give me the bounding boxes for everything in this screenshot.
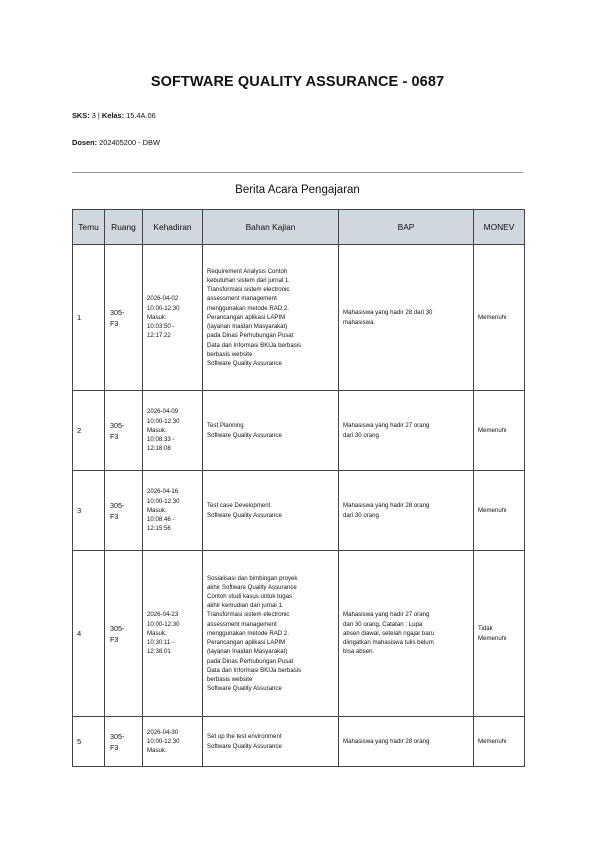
cell-monev: [474, 717, 525, 767]
cell-bap-line: dari 30 orang: [343, 431, 379, 439]
cell-bahan-kajian-line: (layanan Inaidan Masyarakat): [207, 323, 288, 331]
cell-ruang-line: 305-: [110, 623, 125, 633]
cell-bahan-kajian-line: menggunakan metode RAD 2.: [207, 629, 289, 637]
cell-monev-line: Memenuhi: [478, 506, 507, 514]
cell-bahan-kajian-line: pada Dinas Perhubungan Pusat: [207, 657, 294, 665]
cell-kehadiran-line: 2026-04-16: [147, 488, 179, 496]
cell-bahan-kajian: [203, 471, 339, 551]
cell-bap: [339, 391, 474, 471]
cell-ruang-line: 305-: [110, 500, 125, 510]
cell-kehadiran: [143, 551, 203, 717]
header-bap: BAP: [339, 210, 474, 245]
cell-kehadiran-line: 2026-04-30: [147, 728, 179, 736]
cell-kehadiran-line: 2026-04-23: [147, 611, 179, 619]
cell-ruang: [105, 245, 143, 391]
cell-bahan-kajian-line: menggunakan metode RAD 2.: [207, 304, 289, 312]
cell-bahan-kajian-line: pada Dinas Perhubungan Pusat: [207, 332, 294, 340]
cell-bap: [339, 245, 474, 391]
kelas-label: Kelas:: [101, 111, 125, 120]
cell-bap: [339, 717, 474, 767]
cell-bap-line: Mahasiswa yang hadir 27 orang: [343, 422, 430, 430]
cell-temu: 3: [73, 471, 105, 551]
cell-kehadiran-line: 12:18:08: [147, 445, 171, 453]
cell-bahan-kajian-line: berbasis website: [207, 350, 253, 358]
cell-bap: [339, 471, 474, 551]
cell-bap-line: bisa absen.: [343, 648, 375, 656]
cell-bahan-kajian-line: Transformasi sistem electronic: [207, 286, 290, 294]
cell-kehadiran: [143, 391, 203, 471]
cell-bahan-kajian-line: Test case Development: [207, 502, 271, 510]
cell-ruang: [105, 471, 143, 551]
cell-kehadiran-line: Masuk:: [147, 313, 167, 321]
cell-kehadiran-line: Masuk:: [147, 506, 167, 514]
document-title: SOFTWARE QUALITY ASSURANCE - 0687: [150, 74, 445, 90]
sks-label: SKS:: [72, 111, 90, 120]
cell-bahan-kajian-line: Software Quality Assurance: [207, 431, 282, 439]
cell-kehadiran: [143, 717, 203, 767]
table-row: [73, 391, 525, 471]
cell-temu: 4: [73, 551, 105, 717]
cell-monev-line: Memenuhi: [478, 634, 507, 642]
header-bahan-kajian: Bahan Kajian: [203, 210, 339, 245]
cell-kehadiran-line: 10:00-12:30: [147, 620, 180, 628]
cell-kehadiran-line: Masuk:: [147, 629, 167, 637]
cell-bap-line: mahasiswa.: [343, 318, 376, 326]
cell-kehadiran-line: 10:00-12:30: [147, 497, 180, 505]
cell-bahan-kajian-line: Perancangan aplikasi LAPIM: [207, 639, 286, 647]
cell-bahan-kajian-line: Requirement Analysis Contoh: [207, 267, 288, 275]
cell-bahan-kajian-line: Software Quality Assurance: [207, 742, 282, 750]
cell-ruang-line: 305-: [110, 731, 125, 741]
cell-kehadiran-line: 12:17:22: [147, 332, 171, 340]
dosen-value: 202405200 - DBW: [97, 138, 160, 147]
cell-monev: [474, 551, 525, 717]
cell-ruang-line: 305-: [110, 420, 125, 430]
cell-bap-line: Mahasiswa yang hadir 28 dari 30: [343, 309, 433, 317]
cell-kehadiran-line: 2026-04-02: [147, 295, 179, 303]
cell-ruang-line: 305-: [110, 307, 125, 317]
cell-kehadiran-line: 10:08:33 -: [147, 436, 175, 444]
cell-kehadiran-line: 10:03:50 -: [147, 323, 175, 331]
cell-ruang: [105, 551, 143, 717]
cell-bahan-kajian-line: akhir Software Quality Assurance: [207, 583, 297, 591]
cell-bahan-kajian-line: Contoh studi kasus untuk tugas: [207, 593, 293, 601]
cell-kehadiran-line: 12:38:01: [147, 648, 171, 656]
cell-kehadiran-line: 10:08:46 -: [147, 516, 175, 524]
cell-bahan-kajian-line: Perancangan aplikasi LAPIM: [207, 313, 286, 321]
table-row: [73, 471, 525, 551]
course-meta-line: [72, 111, 156, 120]
cell-kehadiran: [143, 471, 203, 551]
cell-monev: [474, 391, 525, 471]
lecturer-meta-line: [72, 138, 160, 147]
cell-temu: 2: [73, 391, 105, 471]
cell-kehadiran-line: 10:00-12:30: [147, 417, 180, 425]
cell-ruang-line: F3: [110, 431, 119, 441]
cell-kehadiran-line: Masuk:: [147, 747, 167, 755]
cell-kehadiran-line: 12:15:56: [147, 525, 171, 533]
cell-bahan-kajian: [203, 717, 339, 767]
sks-value: 3 |: [89, 111, 102, 120]
header-kehadiran: Kehadiran: [143, 210, 203, 245]
cell-temu: 5: [73, 717, 105, 767]
cell-bahan-kajian-line: Data dan Informasi BKIJa berbasis: [207, 666, 302, 674]
cell-bahan-kajian-line: Test Planning: [207, 422, 244, 430]
cell-kehadiran-line: 10:30:11 -: [147, 639, 174, 647]
cell-bahan-kajian-line: assessment management: [207, 295, 277, 303]
cell-bahan-kajian-line: assessment management: [207, 620, 277, 628]
cell-ruang: [105, 391, 143, 471]
cell-bap-line: Mahasiswa yang hadir 27 orang: [343, 611, 430, 619]
cell-bahan-kajian-line: Transformasi sistem electronic: [207, 611, 290, 619]
cell-monev: [474, 471, 525, 551]
cell-bahan-kajian: [203, 391, 339, 471]
cell-bahan-kajian-line: (layanan Inaidan Masyarakat): [207, 648, 288, 656]
cell-monev-line: Memenuhi: [478, 426, 507, 434]
cell-ruang-line: F3: [110, 318, 119, 328]
cell-bap-line: diingatkan mahasiswa tulis belum: [343, 639, 434, 647]
cell-ruang-line: F3: [110, 634, 119, 644]
cell-bahan-kajian-line: berbasis website: [207, 675, 253, 683]
header-ruang: Ruang: [105, 210, 143, 245]
cell-monev: [474, 245, 525, 391]
kelas-value: 15.4A.06: [124, 111, 156, 120]
cell-monev-line: Tidak: [478, 625, 493, 633]
cell-bahan-kajian: [203, 551, 339, 717]
cell-kehadiran-line: 10:00-12:30: [147, 737, 180, 745]
header-temu: Temu: [73, 210, 105, 245]
teaching-log-table: [72, 209, 525, 767]
cell-bahan-kajian: [203, 245, 339, 391]
cell-bap: [339, 551, 474, 717]
cell-bap-line: Mahasiswa yang hadir 28 orang: [343, 502, 430, 510]
cell-ruang: [105, 717, 143, 767]
cell-kehadiran-line: Masuk:: [147, 426, 167, 434]
cell-ruang-line: F3: [110, 511, 119, 521]
section-title: Berita Acara Pengajaran: [235, 184, 360, 196]
cell-bap-line: absen diawal, setelah ngajar baru: [343, 629, 435, 637]
cell-kehadiran-line: 10:00-12:30: [147, 304, 180, 312]
cell-monev-line: Memenuhi: [478, 313, 507, 321]
cell-monev-line: Memenuhi: [478, 737, 507, 745]
cell-bahan-kajian-line: Software Quality Assurance: [207, 685, 282, 693]
table-row: [73, 551, 525, 717]
table-header-row: [73, 210, 525, 245]
cell-temu: 1: [73, 245, 105, 391]
cell-bahan-kajian-line: Data dan Informasi BKIJa berbasis: [207, 341, 302, 349]
cell-kehadiran-line: 2026-04-09: [147, 408, 179, 416]
cell-bahan-kajian-line: Sosialisasi dan bimbingan proyek: [207, 574, 298, 582]
cell-bap-line: Mahasiswa yang hadir 28 orang: [343, 737, 430, 745]
cell-bap-line: dari 30 orang: [343, 511, 379, 519]
cell-bahan-kajian-line: akhir kemudian dari jurnal 1.: [207, 602, 284, 610]
divider: [72, 172, 523, 173]
header-monev: MONEV: [474, 210, 525, 245]
table-row: [73, 245, 525, 391]
table-row: [73, 717, 525, 767]
cell-bahan-kajian-line: Set up the test environment: [207, 733, 282, 741]
cell-bahan-kajian-line: Software Quality Assurance: [207, 359, 282, 367]
cell-bahan-kajian-line: Software Quality Assurance: [207, 511, 282, 519]
dosen-label: Dosen:: [72, 138, 98, 147]
cell-bahan-kajian-line: kebutuhan sistem dari jurnal 1.: [207, 277, 290, 285]
cell-kehadiran: [143, 245, 203, 391]
cell-bap-line: dari 30 orang. Catatan : Lupa: [343, 620, 423, 628]
cell-ruang-line: F3: [110, 742, 119, 752]
